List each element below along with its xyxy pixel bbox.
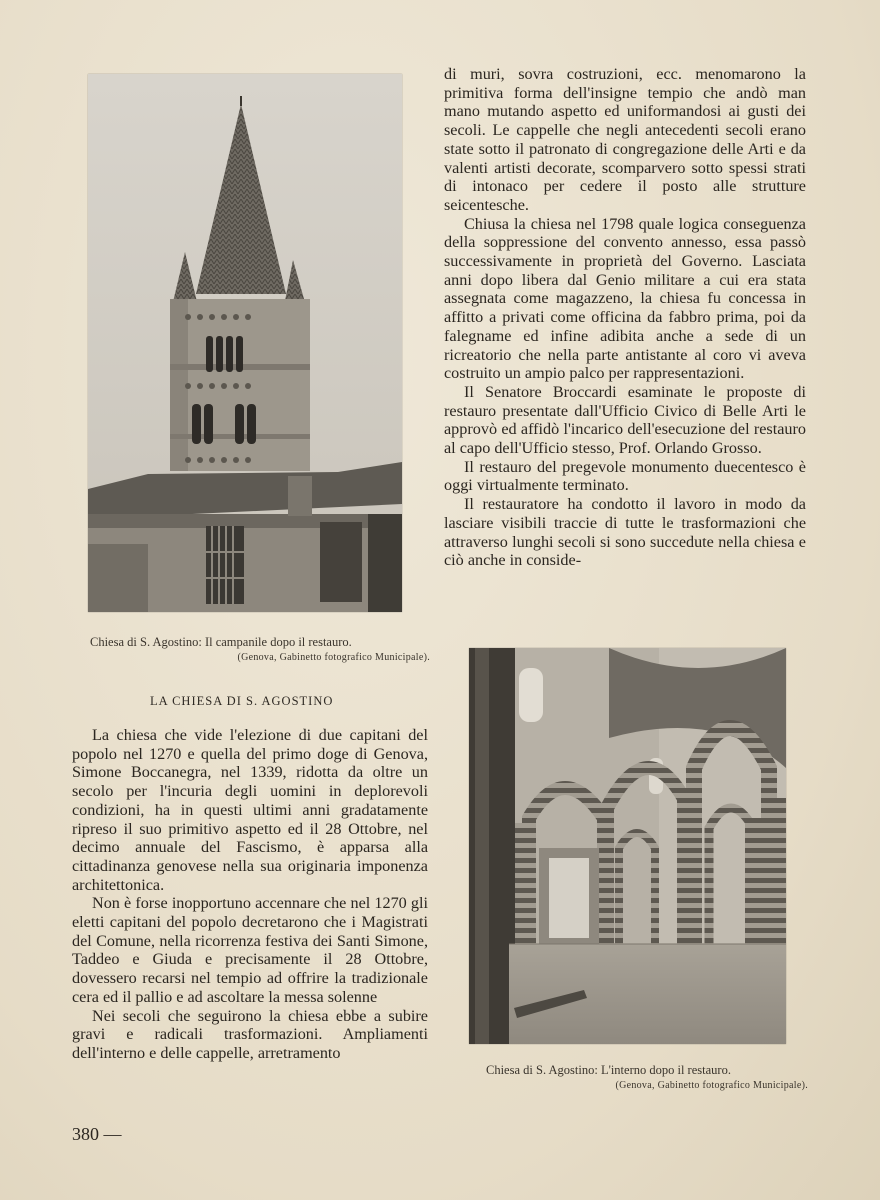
paragraph: Il restauratore ha condotto il lavoro in modo da lasciare visibili traccie di tutte le trasformazioni che attraverso lunghi secoli si sono succedute nella chiesa e ciò anche in conside- (444, 495, 806, 570)
photo-credit: (Genova, Gabinetto fotografico Municipale). (237, 652, 430, 663)
figure-caption-interior (486, 1062, 808, 1094)
figure-caption-bell-tower (90, 634, 430, 666)
paragraph: Il Senatore Broccardi esaminate le proposte di restauro presentate dall'Ufficio Civico di Belle Arti le approvò ed affidò l'incarico dell'esecuzione del restauro al capo dell'Ufficio stesso, Prof. Orlando Grosso. (444, 382, 806, 458)
bell-tower-photo (88, 74, 402, 612)
caption-text: Chiesa di S. Agostino: Il campanile dopo il restauro. (90, 635, 352, 649)
paragraph: Il restauro del pregevole monumento duecentesco è oggi virtualmente terminato. (444, 457, 806, 495)
paragraph: Non è forse inopportuno accennare che nel 1270 gli eletti capitani del popolo decretarono che i Magistrati del Comune, nella ricorrenza festiva dei Santi Simone, Taddeo e Giuda e precisamente il 28 Ottobre, dovessero recarsi nel tempio ad offrire la tradizionale cera ed il pallio e ad ascoltare la messa solenne (72, 894, 428, 1006)
article-title: LA CHIESA DI S. AGOSTINO (150, 694, 334, 708)
church-interior-photo (469, 648, 786, 1044)
paragraph: La chiesa che vide l'elezione di due capitani del popolo nel 1270 e quella del primo doge di Genova, Simone Boccanegra, nel 1339, ridotta da oltre un secolo per l'incuria degli uomini in deplorevoli condizioni, ha in questi ultimi anni gradatamente ripreso il suo primitivo aspetto ed il 28 Ottobre, nel decimo annuale del Fascismo, è apparsa alla cittadinanza genovese nella sua originaria imponenza architettonica. (72, 726, 428, 894)
paragraph-continuation: di muri, sovra costruzioni, ecc. menomarono la primitiva forma dell'insigne tempio che andò man mano mutando aspetto ed uniformandosi ai gusti dei secoli. Le cappelle che negli antecedenti secoli erano state sotto il patronato di congregazione delle Arti e da valenti artisti decorate, scomparvero sotto spessi strati di intonaco per cedere il posto alle strutture seicentesche. (444, 65, 806, 214)
paragraph: Chiusa la chiesa nel 1798 quale logica conseguenza della soppressione del convento annesso, essa passò successivamente in proprietà del Governo. Lasciata anni dopo libera dal Genio militare a cui era stata assegnata come magazzeno, la chiesa fu concessa in affitto a privati come officina da fabbro prima, poi da falegname ed infine adibita anche a sede di un ricreatorio che nella parte antistante al coro vi aveva costruito un ampio palco per rappresentazioni. (444, 214, 806, 383)
photo-credit: (Genova, Gabinetto fotografico Municipale). (615, 1080, 808, 1091)
left-column-text (72, 726, 428, 1063)
right-column-text (444, 65, 806, 570)
paragraph: Nei secoli che seguirono la chiesa ebbe a subire gravi e radicali trasformazioni. Ampliamenti dell'interno e delle cappelle, arretramento (72, 1006, 428, 1062)
page-number: 380 — (72, 1124, 122, 1144)
caption-text: Chiesa di S. Agostino: L'interno dopo il restauro. (486, 1063, 731, 1077)
